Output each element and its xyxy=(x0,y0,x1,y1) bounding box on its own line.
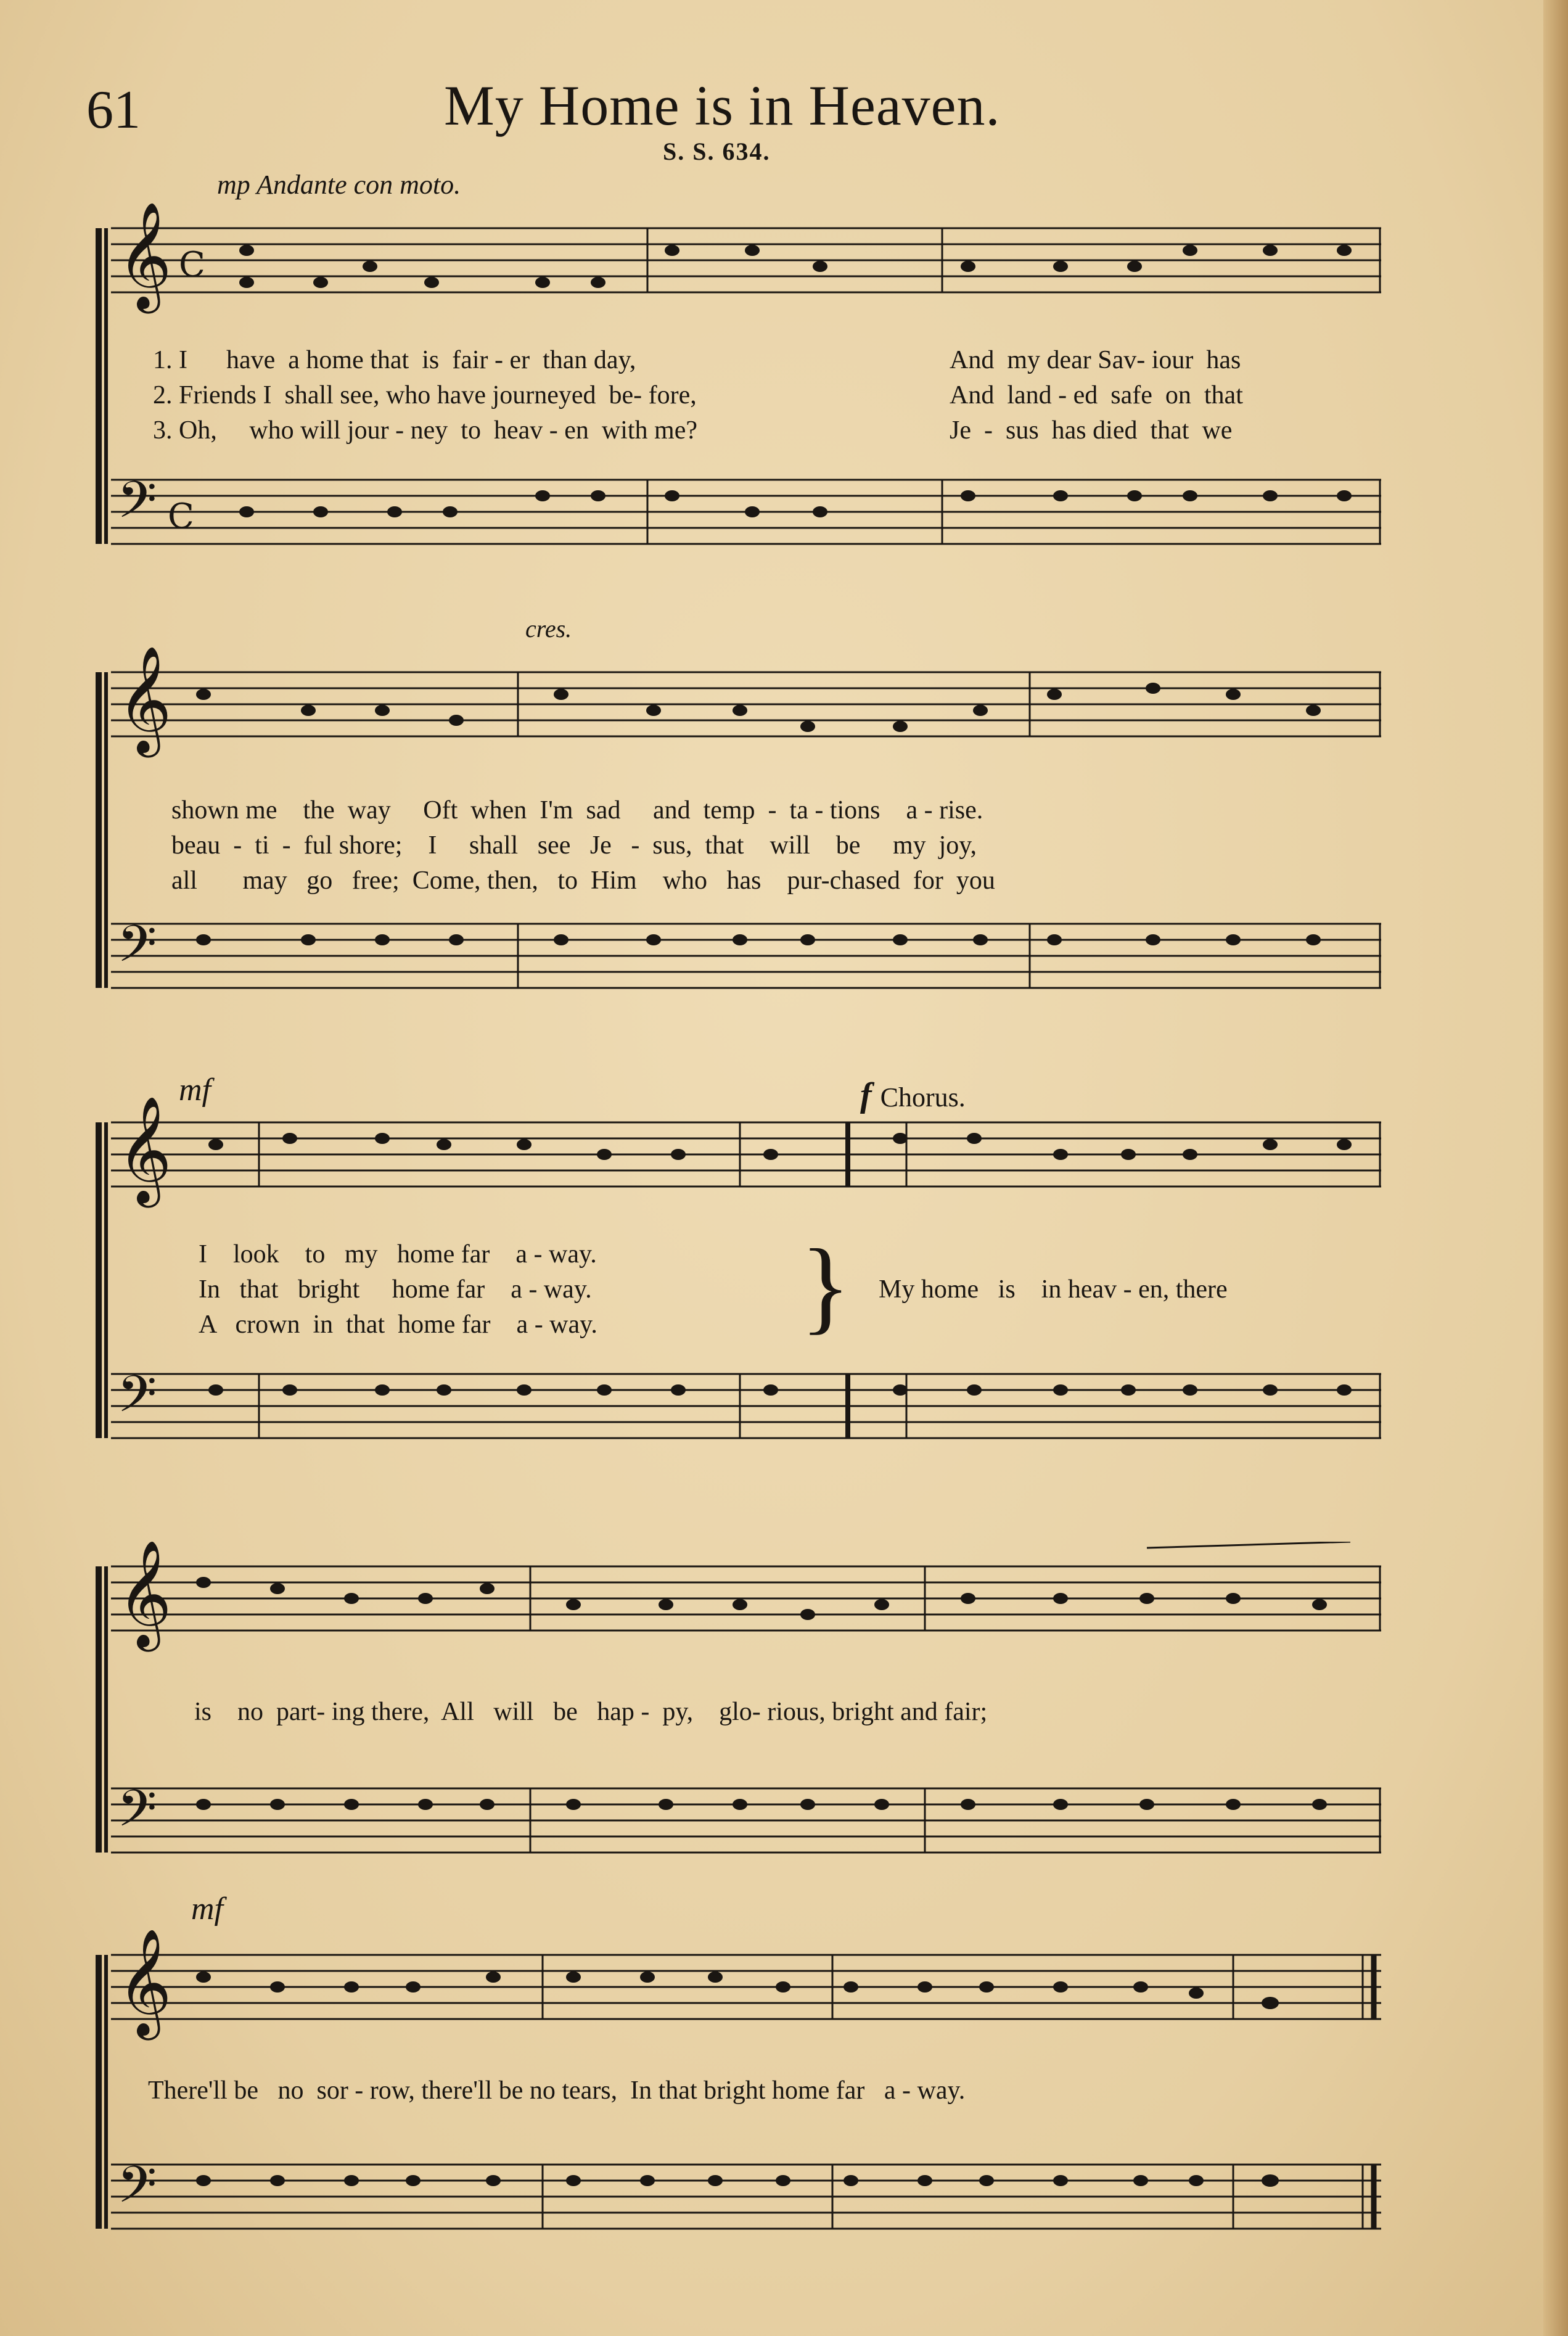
hymn-source-reference: S. S. 634. xyxy=(663,138,771,165)
verse-2-line-1b: And land - ed safe on that xyxy=(950,381,1243,409)
verse-3-line-1b: Je - sus has died that we xyxy=(950,416,1233,445)
svg-text:𝄢: 𝄢 xyxy=(117,1779,157,1851)
svg-text:𝄢: 𝄢 xyxy=(117,470,157,542)
svg-text:𝄢: 𝄢 xyxy=(117,2155,157,2227)
svg-text:𝄢: 𝄢 xyxy=(117,914,157,986)
verse-1-line-1b: And my dear Sav- iour has xyxy=(950,346,1241,374)
verse-brace: } xyxy=(800,1228,851,1344)
verse-3-line-3: A crown in that home far a - way. xyxy=(199,1310,597,1339)
mezzo-forte-marking-2: mf xyxy=(191,1891,223,1927)
verse-2-line-3: In that bright home far a - way. xyxy=(199,1275,592,1304)
verse-1-line-1: 1. I have a home that is fair - er than day, xyxy=(153,346,636,374)
crescendo-marking: cres. xyxy=(525,615,572,643)
page-number: 61 xyxy=(86,80,141,140)
svg-text:𝄞: 𝄞 xyxy=(117,1098,172,1203)
verse-1-line-3: I look to my home far a - way. xyxy=(199,1240,597,1269)
verse-3-line-1: 3. Oh, who will jour - ney to heav - en with me? xyxy=(153,416,697,445)
svg-text:𝄞: 𝄞 xyxy=(117,1930,172,2036)
verse-3-line-2: all may go free; Come, then, to Him who has pur-chased for you xyxy=(171,866,995,895)
svg-text:𝄞: 𝄞 xyxy=(117,204,172,309)
svg-text:C: C xyxy=(168,496,194,537)
mezzo-forte-marking-1: mf xyxy=(179,1072,211,1108)
chorus-heading xyxy=(860,1075,966,1115)
hymn-title: My Home is in Heaven. xyxy=(444,74,1001,137)
svg-text:𝄞: 𝄞 xyxy=(117,1542,172,1647)
verse-1-line-2: shown me the way Oft when I'm sad and temp - ta - tions a - rise. xyxy=(171,796,983,825)
verse-2-line-1: 2. Friends I shall see, who have journeyed be- fore, xyxy=(153,381,697,409)
tempo-marking: mp Andante con moto. xyxy=(217,170,461,200)
forte-marking: f xyxy=(860,1076,872,1114)
chorus-label: Chorus. xyxy=(880,1082,966,1112)
chorus-line-1: My home is in heav - en, there xyxy=(879,1275,1228,1304)
verse-2-line-2: beau - ti - ful shore; I shall see Je - sus, that will be my joy, xyxy=(171,831,977,860)
svg-text:𝄢: 𝄢 xyxy=(117,1364,157,1436)
svg-text:𝄞: 𝄞 xyxy=(117,648,172,753)
chorus-line-3: There'll be no sor - row, there'll be no tears, In that bright home far a - way. xyxy=(148,2076,966,2105)
chorus-line-2: is no part- ing there, All will be hap - py, glo- rious, bright and fair; xyxy=(194,1698,988,1726)
svg-text:C: C xyxy=(179,245,205,285)
